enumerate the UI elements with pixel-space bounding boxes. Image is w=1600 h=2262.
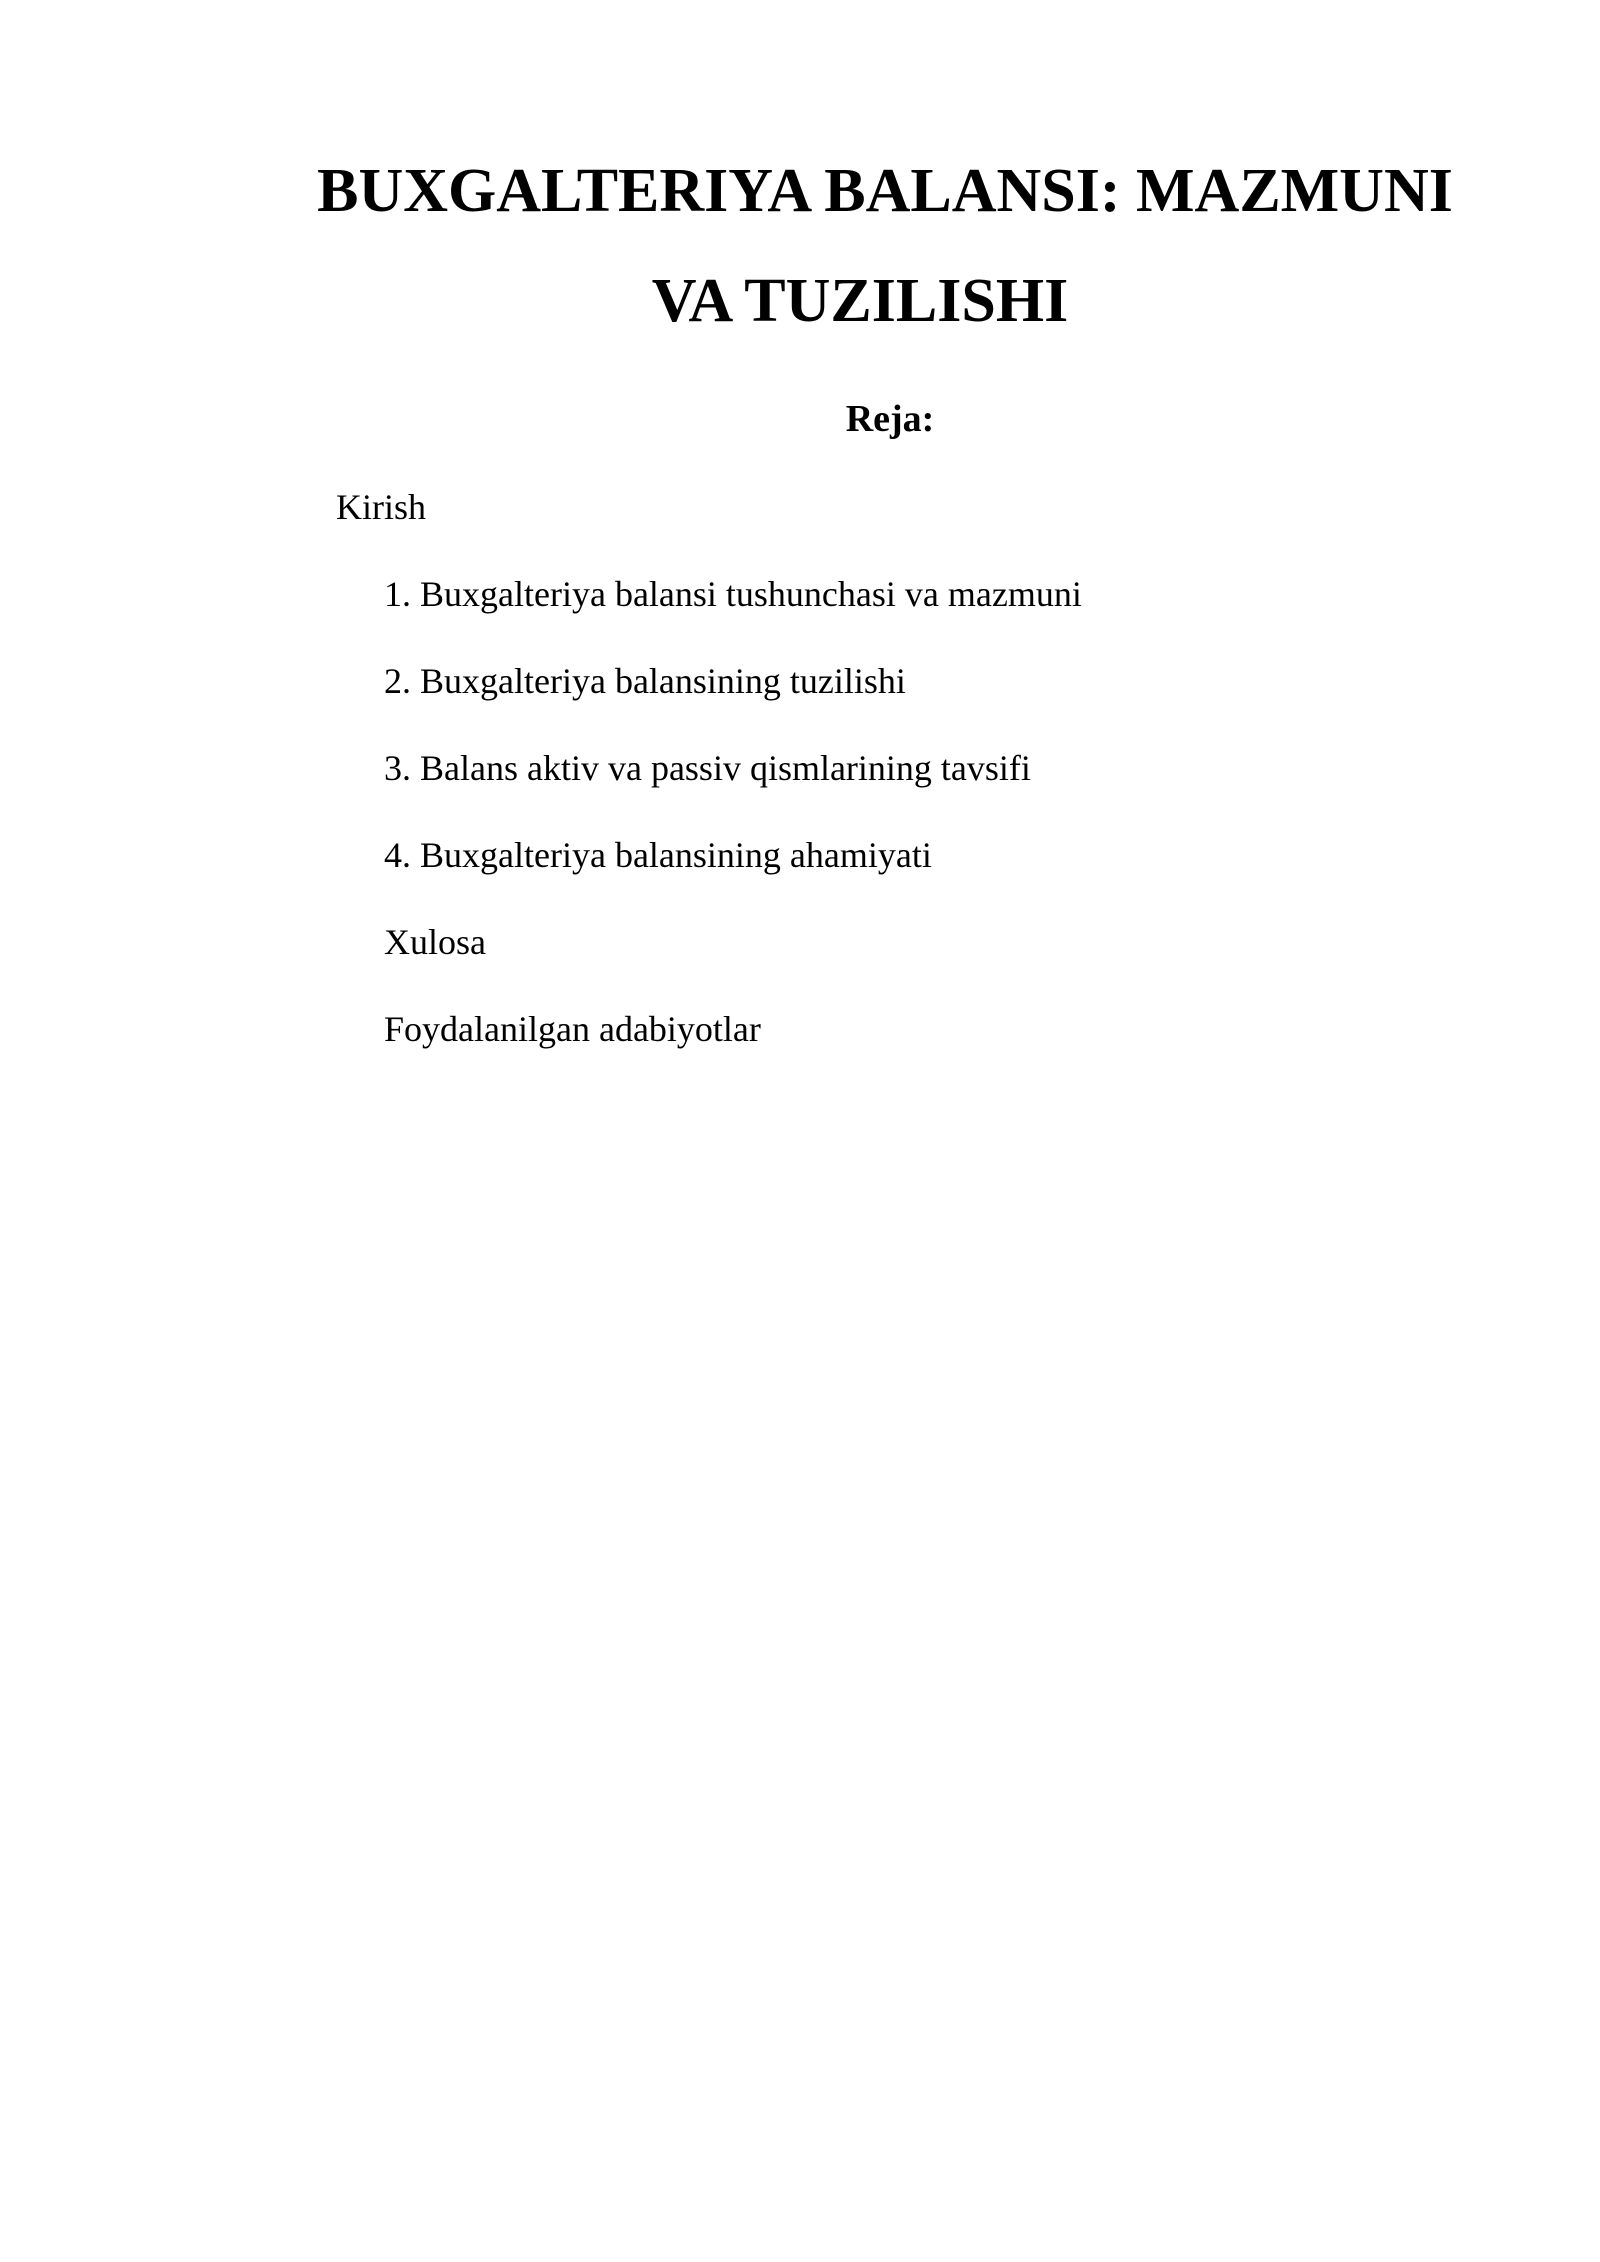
toc-item-references: Foydalanilgan adabiyotlar [384,1009,761,1049]
plan-heading: Reja: [845,398,935,440]
toc-item-intro: Kirish [336,487,426,527]
toc-item-2: 2. Buxgalteriya balansining tuzilishi [384,661,906,701]
document-title-line-1: BUXGALTERIYA BALANSI: MAZMUNI [317,157,1453,225]
toc-item-conclusion: Xulosa [384,922,486,962]
toc-item-3: 3. Balans aktiv va passiv qismlarining tavsifi [384,748,1031,788]
toc-item-1: 1. Buxgalteriya balansi tushunchasi va mazmuni [384,574,1082,614]
toc-item-4: 4. Buxgalteriya balansining ahamiyati [384,835,932,875]
document-title-line-2: VA TUZILISHI [651,267,1069,335]
